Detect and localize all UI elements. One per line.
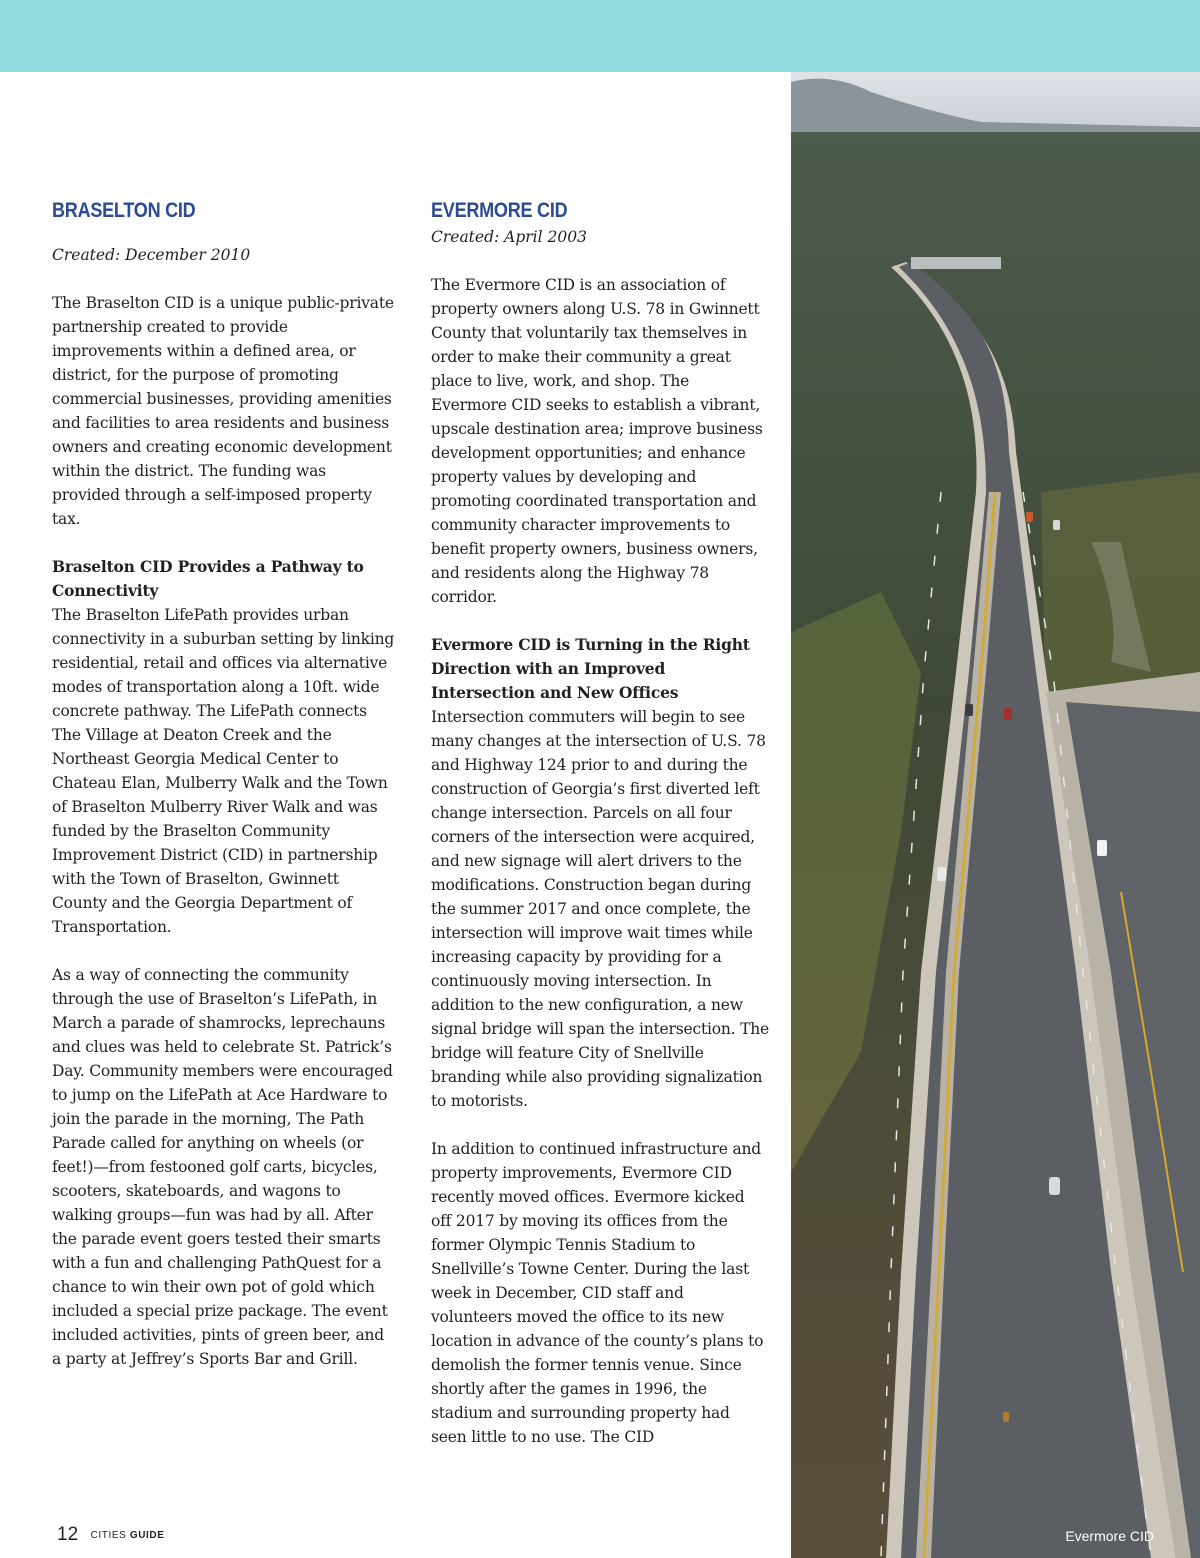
braselton-title: BRASELTON CID [52, 199, 196, 222]
braselton-body-2: As a way of connecting the community through the use of Braselton’s LifePath, in March a parade of shamrocks, leprechauns and clues was held to celebrate St. Patrick’s Day. Community members were encouraged to jump on the LifePath at Ace Hardware to join the parade in the morning, The Path Parade called for anything on wheels (or feet!)—from festooned golf carts, bicycles, scooters, skateboards, and wagons to walking groups—fun was had by all. After the parade event goers tested their smarts with a fun and challenging PathQuest for a chance to win their own pot of gold which included a special prize package. The event included activities, pints of green beer, and a party at Jeffrey’s Sports Bar and Grill. [52, 966, 393, 1368]
publication-brand [91, 1530, 165, 1541]
evermore-created-date: Created: April 2003 [431, 228, 587, 246]
evermore-intro: The Evermore CID is an association of property owners along U.S. 78 in Gwinnett County that voluntarily tax themselves in order to make their community a great place to live, work, and shop. The Evermore CID seeks to establish a vibrant, upscale destination area; improve business development opportunities; and enhance property values by developing and promoting coordinated transportation and community character improvements to benefit property owners, business owners, and residents along the Highway 78 corridor. [431, 276, 763, 606]
evermore-body-2: In addition to continued infrastructure and property improvements, Evermore CID recently moved offices. Evermore kicked off 2017 by moving its offices from the former Olympic Tennis Stadium to Snellville’s Towne Center. During the last week in December, CID staff and volunteers moved the office to its new location in advance of the county’s plans to demolish the former tennis venue. Since shortly after the games in 1996, the stadium and surrounding property had seen little to no use. The CID [431, 1140, 764, 1446]
braselton-created-date: Created: December 2010 [52, 246, 251, 264]
braselton-subhead: Braselton CID Provides a Pathway to Connectivity [52, 557, 364, 600]
page-number: 12 [57, 1524, 79, 1545]
top-color-band [0, 0, 1200, 72]
photo-credit: Evermore CID [1065, 1528, 1154, 1544]
braselton-intro: The Braselton CID is a unique public-private partnership created to provide improvements within a defined area, or district, for the purpose of promoting commercial businesses, providing amenities and facilities to area residents and business owners and creating economic development within the district. The funding was provided through a self-imposed property tax. [52, 294, 394, 528]
evermore-body-1: Intersection commuters will begin to see many changes at the intersection of U.S. 78 and Highway 124 prior to and during the construction of Georgia’s first diverted left change intersection. Parcels on all four corners of the intersection were acquired, and new signage will alert drivers to the modifications. Construction began during the summer 2017 and once complete, the intersection will improve wait times while increasing capacity by providing for a continuously moving intersection. In addition to the new configuration, a new signal bridge will span the intersection. The bridge will feature City of Snellville branding while also providing signalization to motorists. [431, 708, 769, 1110]
brand-bold: GUIDE [129, 1529, 165, 1541]
braselton-column [52, 197, 397, 1371]
aerial-highway-photo [791, 72, 1200, 1558]
brand-prefix: CITIES [90, 1529, 130, 1541]
page-footer [57, 1524, 164, 1546]
evermore-subhead: Evermore CID is Turning in the Right Direction with an Improved Intersection and New Offices [431, 635, 750, 702]
evermore-title: EVERMORE CID [431, 199, 568, 222]
braselton-body-1: The Braselton LifePath provides urban connectivity in a suburban setting by linking residential, retail and offices via alternative modes of transportation along a 10ft. wide concrete pathway. The LifePath connects The Village at Deaton Creek and the Northeast Georgia Medical Center to Chateau Elan, Mulberry Walk and the Town of Braselton Mulberry River Walk and was funded by the Braselton Community Improvement District (CID) in partnership with the Town of Braselton, Gwinnett County and the Georgia Department of Transportation. [52, 606, 395, 936]
evermore-column [431, 197, 769, 1449]
